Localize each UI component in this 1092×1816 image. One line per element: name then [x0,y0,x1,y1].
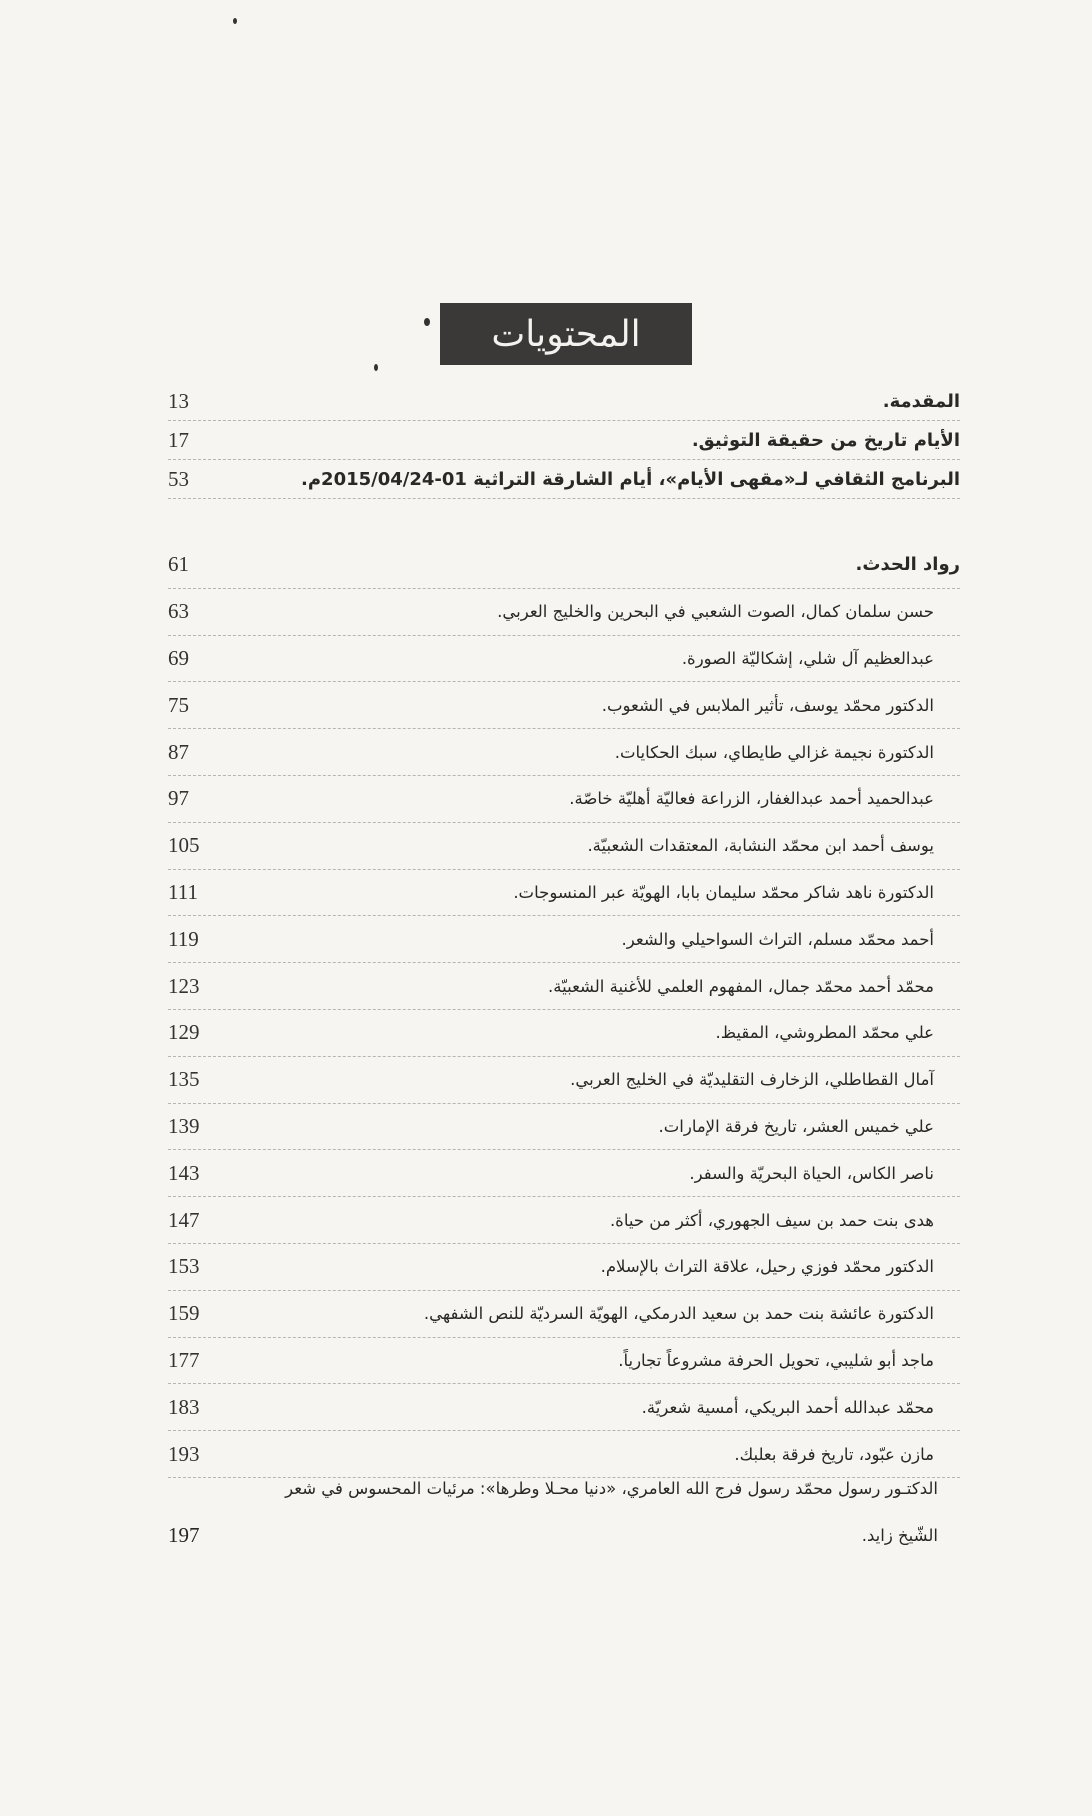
page-number: 105 [168,833,200,858]
page-number: 193 [168,1441,200,1466]
section-entries [168,542,960,1478]
toc-entry[interactable] [168,1010,960,1057]
page-number: 17 [168,427,189,452]
toc-entry[interactable] [168,1057,960,1104]
toc-entry[interactable] [168,682,960,729]
entry-title: الدكتورة عائشة بنت حمد بن سعيد الدرمكي، الهويّة السرديّة للنص الشفهي. [423,1304,934,1324]
page-number: 139 [168,1113,200,1138]
toc-entry[interactable] [168,1384,960,1431]
page-number: 135 [168,1067,200,1092]
page-number: 197 [168,1522,200,1547]
toc-entry[interactable] [168,1291,960,1338]
page-number: 183 [168,1394,200,1419]
page-number: 53 [168,466,189,491]
section-heading[interactable] [168,542,960,589]
page-number: 69 [168,645,189,670]
page-number: 159 [168,1301,200,1326]
page-number: 177 [168,1347,200,1372]
toc-entry[interactable] [168,1150,960,1197]
page-number: 123 [168,973,200,998]
entry-title: عبدالحميد أحمد عبدالغفار، الزراعة فعاليّة أهليّة خاصّة. [569,789,934,809]
toc-entry-last[interactable] [168,1466,938,1558]
page-number: 61 [168,552,189,577]
entry-title: الدكتورة ناهد شاكر محمّد سليمان بابا، الهويّة عبر المنسوجات. [513,882,934,902]
page-number: 153 [168,1254,200,1279]
entry-title: المقدمة. [882,390,960,412]
toc-entry[interactable] [168,589,960,636]
entry-title: هدى بنت حمد بن سيف الجهوري، أكثر من حياة. [609,1210,934,1230]
speck [233,18,237,24]
page-number: 97 [168,786,189,811]
entry-title-line2: الشّيخ زايد. [861,1525,938,1545]
speck [424,318,430,326]
page-number: 13 [168,388,189,413]
entry-title: مازن عبّود، تاريخ فرقة بعلبك. [734,1444,934,1464]
toc-entry[interactable] [168,776,960,823]
toc-entry[interactable] [168,870,960,917]
toc-entry[interactable] [168,729,960,776]
entry-title: أحمد محمّد مسلم، التراث السواحيلي والشعر. [621,929,934,949]
toc-entry[interactable] [168,1104,960,1151]
entry-title: البرنامج الثقافي لـ«مقهى الأيام»، أيام الشارقة التراثية 01-2015/04/24م. [301,468,960,490]
toc-entry[interactable] [168,916,960,963]
entry-title: الدكتور محمّد يوسف، تأثير الملابس في الشعوب. [601,695,934,715]
entry-title: الدكتورة نجيمة غزالي طايطاي، سبك الحكايات. [614,742,934,762]
page-title: المحتويات [440,303,692,365]
toc-entry[interactable] [168,460,960,499]
entry-title: الأيام تاريخ من حقيقة التوثيق. [691,429,960,451]
entry-title: حسن سلمان كمال، الصوت الشعبي في البحرين والخليج العربي. [497,602,934,622]
entry-title: محمّد عبدالله أحمد البريكي، أمسية شعريّة. [641,1397,934,1417]
entry-title: علي خميس العشر، تاريخ فرقة الإمارات. [658,1116,934,1136]
toc-entry[interactable] [168,421,960,460]
entry-title: آمال القطاطلي، الزخارف التقليديّة في الخليج العربي. [570,1070,934,1090]
toc-entry[interactable] [168,1338,960,1385]
toc-entry[interactable] [168,963,960,1010]
entry-title: ناصر الكاس، الحياة البحريّة والسفر. [689,1163,934,1183]
page-number: 129 [168,1020,200,1045]
entry-title: الدكتور محمّد فوزي رحيل، علاقة التراث بالإسلام. [600,1257,934,1277]
entry-title: محمّد أحمد محمّد جمال، المفهوم العلمي للأغنية الشعبيّة. [548,976,934,996]
toc-entry[interactable] [168,1197,960,1244]
entry-title: علي محمّد المطروشي، المقيظ. [715,1023,934,1043]
toc-entry[interactable] [168,823,960,870]
page-number: 143 [168,1160,200,1185]
entry-title-line1: الدكتـور رسول محمّد رسول فرج الله العامري، «دنيا محـلا وطرها»: مرئيات المحسوس في شعر [285,1479,938,1498]
toc-entry[interactable] [168,636,960,683]
entry-title: عبدالعظيم آل شلي، إشكاليّة الصورة. [681,648,934,668]
entry-title: ماجد أبو شليبي، تحويل الحرفة مشروعاً تجارياً. [618,1350,934,1370]
page-number: 63 [168,599,189,624]
page-number: 111 [168,879,198,904]
page-number: 147 [168,1207,200,1232]
entry-title: يوسف أحمد ابن محمّد النشابة، المعتقدات الشعبيّة. [587,836,934,856]
entry-title: رواد الحدث. [855,554,960,576]
page-number: 119 [168,926,199,951]
speck [374,364,378,371]
page-number: 87 [168,739,189,764]
main-entries [168,382,960,499]
page-number: 75 [168,692,189,717]
toc-entry[interactable] [168,1244,960,1291]
toc-entry[interactable] [168,382,960,421]
